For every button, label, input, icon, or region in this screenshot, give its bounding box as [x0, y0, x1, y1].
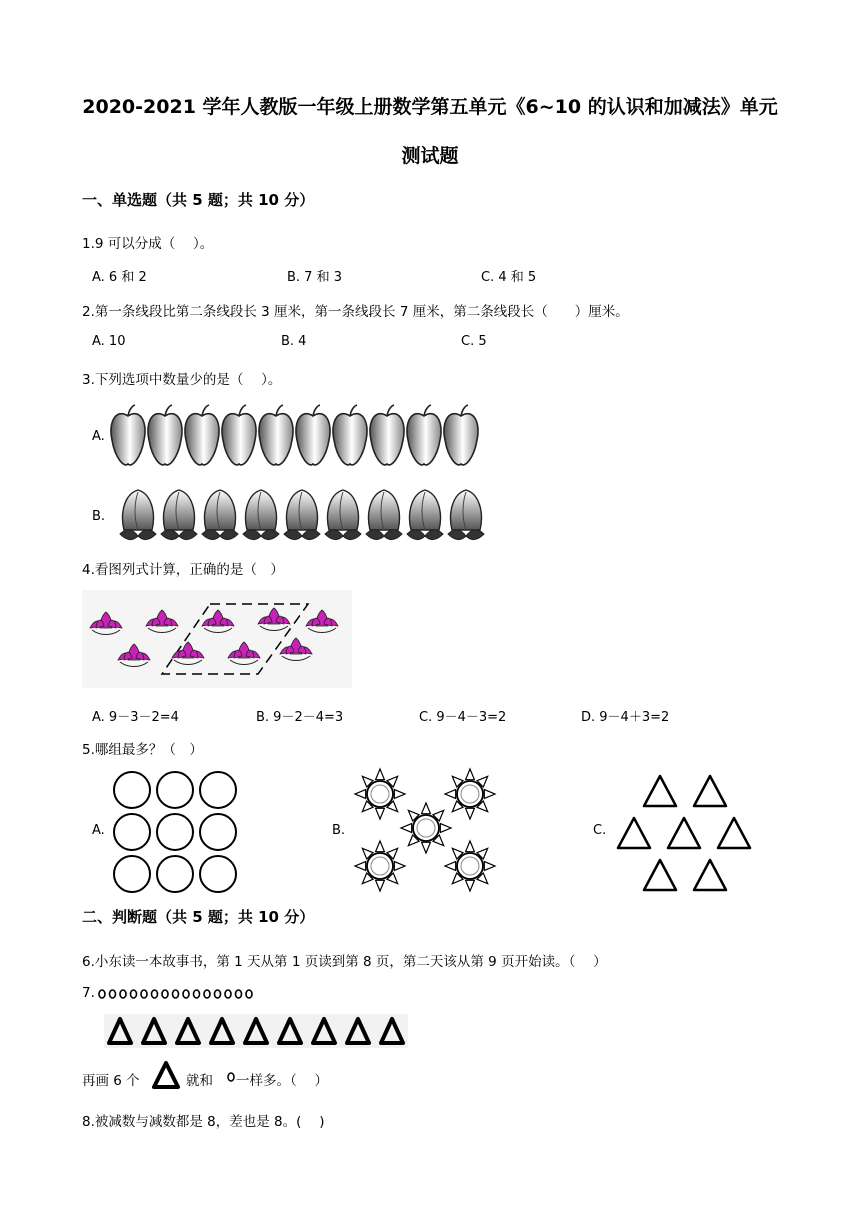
apple-icon: [296, 405, 330, 465]
question-7-line-b: 就和: [186, 1073, 213, 1089]
apple-row-image: [110, 404, 490, 470]
small-circle-icon: [236, 990, 242, 998]
small-circle-icon: [152, 990, 158, 998]
question-8: 8.被减数与减数都是 8，差也是 8。( ): [82, 1114, 325, 1130]
circle-icon: [157, 856, 193, 892]
circle-icon: [200, 856, 236, 892]
apple-icon: [185, 405, 219, 465]
circle-icon: [114, 856, 150, 892]
small-circle-icon: [99, 990, 105, 998]
peach-icon: [366, 490, 402, 540]
question-7-line-a: 再画 6 个: [82, 1073, 140, 1089]
circle-icon: [157, 772, 193, 808]
lotus-flower-image: [82, 590, 352, 688]
q2-option-a: A. 10: [92, 334, 126, 349]
q1-option-b: B. 7 和 3: [287, 270, 342, 285]
triangle-icon: [618, 818, 650, 848]
q1-option-c: C. 4 和 5: [481, 270, 537, 285]
question-1: 1.9 可以分成（ ）。: [82, 236, 214, 252]
small-circle-icon: [110, 990, 116, 998]
sun-icon: [445, 769, 495, 819]
triangles-group-image: [614, 772, 754, 892]
q5-option-c: C.: [593, 823, 607, 838]
apple-icon: [222, 405, 256, 465]
triangle-icon: [668, 818, 700, 848]
section-2-heading: 二、判断题（共 5 题；共 10 分）: [82, 908, 315, 926]
section-1-heading: 一、单选题（共 5 题；共 10 分）: [82, 191, 315, 209]
apple-icon: [407, 405, 441, 465]
small-circle-icon: [226, 1072, 236, 1082]
q4-option-d: D. 9－4＋3=2: [581, 710, 670, 725]
triangle-icon: [694, 860, 726, 890]
small-circle-icon: [173, 990, 179, 998]
sun-icon: [445, 841, 495, 891]
circle-icon: [200, 772, 236, 808]
triangle-icon: [152, 1060, 180, 1090]
small-circles-row-image: [98, 987, 278, 1001]
small-circle-icon: [194, 990, 200, 998]
circle-icon: [200, 814, 236, 850]
small-circle-icon: [246, 990, 252, 998]
title-line-2: 测试题: [401, 145, 459, 167]
apple-icon: [148, 405, 182, 465]
small-circle-icon: [131, 990, 137, 998]
q2-option-c: C. 5: [461, 334, 487, 349]
q2-option-b: B. 4: [281, 334, 307, 349]
suns-group-image: [352, 768, 502, 894]
sun-icon: [401, 803, 451, 853]
question-7-line-c: 一样多。（ ）: [236, 1073, 329, 1089]
q4-option-c: C. 9－4－3=2: [419, 710, 507, 725]
question-7-number: 7.: [82, 985, 95, 1001]
apple-icon: [111, 405, 145, 465]
q4-option-a: A. 9－3－2=4: [92, 710, 179, 725]
peach-icon: [448, 490, 484, 540]
q5-option-b: B.: [332, 823, 346, 838]
peach-icon: [120, 490, 156, 540]
triangle-row-image: [104, 1014, 408, 1048]
q5-option-a: A.: [92, 823, 105, 838]
triangle-icon: [644, 776, 676, 806]
q3-option-b: B.: [92, 509, 106, 524]
circle-icon: [114, 772, 150, 808]
title-line-1: 2020-2021 学年人教版一年级上册数学第五单元《6~10 的认识和加减法》单元: [82, 96, 778, 118]
apple-icon: [370, 405, 404, 465]
circle-icon: [114, 814, 150, 850]
small-circle-icon: [183, 990, 189, 998]
question-6: 6.小东读一本故事书，第 1 天从第 1 页读到第 8 页，第二天该从第 9 页开始读。（ ）: [82, 954, 607, 970]
small-circle-icon: [215, 990, 221, 998]
sun-icon: [355, 769, 405, 819]
peach-icon: [243, 490, 279, 540]
question-2: 2.第一条线段比第二条线段长 3 厘米，第一条线段长 7 厘米，第二条线段长（ ）厘米。: [82, 304, 629, 320]
peach-icon: [284, 490, 320, 540]
peach-icon: [161, 490, 197, 540]
small-circle-icon: [120, 990, 126, 998]
small-circle-icon: [225, 990, 231, 998]
q1-option-a: A. 6 和 2: [92, 270, 147, 285]
q3-option-a: A.: [92, 429, 105, 444]
q4-option-b: B. 9－2－4=3: [256, 710, 344, 725]
circle-icon: [157, 814, 193, 850]
peach-icon: [407, 490, 443, 540]
small-circle-icon: [204, 990, 210, 998]
triangle-icon: [644, 860, 676, 890]
peach-icon: [325, 490, 361, 540]
peach-icon: [202, 490, 238, 540]
triangle-icon: [694, 776, 726, 806]
apple-icon: [259, 405, 293, 465]
question-3: 3.下列选项中数量少的是（ ）。: [82, 372, 282, 388]
question-4: 4.看图列式计算，正确的是（ ）: [82, 562, 284, 578]
sun-icon: [355, 841, 405, 891]
triangle-icon: [718, 818, 750, 848]
apple-icon: [444, 405, 478, 465]
peach-row-image: [118, 484, 518, 546]
small-circle-icon: [162, 990, 168, 998]
small-circle-icon: [141, 990, 147, 998]
question-5: 5.哪组最多？（ ）: [82, 742, 203, 758]
circles-group-image: [112, 770, 242, 894]
apple-icon: [333, 405, 367, 465]
